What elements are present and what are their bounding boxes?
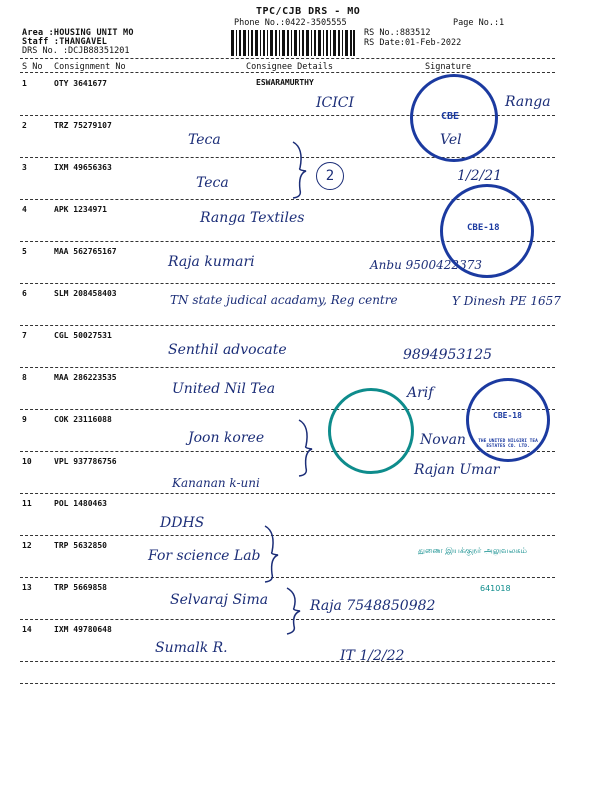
bracket-mark-2-3	[290, 140, 310, 200]
signature-1: Ranga	[505, 94, 551, 110]
row-divider	[20, 325, 555, 326]
row-sno: 12	[22, 541, 32, 550]
row-divider	[20, 283, 555, 284]
handwriting-13: Selvaraj Sima	[170, 592, 269, 608]
col-sno: S No	[22, 62, 43, 72]
row-consignment: IXM 49656363	[54, 163, 112, 172]
handwriting-3: Teca	[196, 175, 229, 191]
phone-number: Phone No.:0422-3505555	[234, 18, 347, 28]
page-number: Page No.:1	[453, 18, 505, 28]
row-sno: 4	[22, 205, 27, 214]
signature-5: Anbu 9500422373	[370, 258, 482, 272]
circled-2-mark: 2	[316, 162, 344, 190]
textile-stamp	[440, 184, 534, 278]
tea-estates-stamp-label: CBE-18	[493, 411, 522, 420]
row-divider	[20, 535, 555, 536]
textile-stamp-label: CBE-18	[467, 223, 500, 233]
rs-date: RS Date:01-Feb-2022	[364, 38, 462, 48]
row-consignment: POL 1480463	[54, 499, 107, 508]
signature-3: 1/2/21	[457, 168, 503, 184]
row-sno: 3	[22, 163, 27, 172]
handwriting-7: Senthil advocate	[168, 342, 287, 358]
row-sno: 1	[22, 79, 27, 88]
row-consignment: TRZ 75279107	[54, 121, 112, 130]
handwriting-2: Teca	[188, 132, 221, 148]
row-sno: 6	[22, 289, 27, 298]
row-divider	[20, 493, 555, 494]
signature-6: Y Dinesh PE 1657	[452, 294, 561, 308]
col-consignment: Consignment No	[54, 62, 126, 72]
row-sno: 2	[22, 121, 27, 130]
row-sno: 11	[22, 499, 32, 508]
office-stamp-line1: துணை இயக்குநர் அலுவலகம்	[418, 546, 527, 555]
row-sno: 9	[22, 415, 27, 424]
signature-10: Rajan Umar	[414, 462, 500, 478]
bank-stamp	[410, 74, 498, 162]
row-consignment: APK 1234971	[54, 205, 107, 214]
handwriting-9: Joon koree	[188, 430, 265, 446]
handwriting-8: United Nil Tea	[172, 381, 276, 397]
row-consignment: OTY 3641677	[54, 79, 107, 88]
handwriting-1: ICICI	[316, 95, 355, 111]
row-sno: 8	[22, 373, 27, 382]
handwriting-5: Raja kumari	[168, 254, 255, 270]
bracket-mark-11-12	[262, 524, 282, 584]
row-consignment: TRP 5669858	[54, 583, 107, 592]
tea-estates-stamp	[466, 378, 550, 462]
signature-13: Raja 7548850982	[310, 598, 436, 614]
document-title: TPC/CJB DRS - MO	[256, 6, 361, 17]
bracket-mark-9-10	[296, 418, 316, 478]
rs-number: RS No.:883512	[364, 28, 431, 38]
handwriting-10: Kananan k-uni	[172, 476, 260, 490]
header-divider-bottom	[20, 72, 555, 73]
col-signature: Signature	[425, 62, 472, 72]
row-sno: 5	[22, 247, 27, 256]
bank-stamp-label: CBE	[441, 111, 460, 122]
barcode	[231, 30, 355, 56]
signature-2: Vel	[440, 132, 462, 148]
row-divider	[20, 661, 555, 662]
row-divider	[20, 367, 555, 368]
handwriting-11: DDHS	[160, 515, 205, 531]
tea-estates-ring-text: THE UNITED NILGIRI TEA ESTATES CO. LTD.	[478, 439, 538, 449]
staff-label: Staff :THANGAVEL	[22, 37, 108, 47]
handwriting-4: Ranga Textiles	[200, 210, 305, 226]
barcode-graphic	[231, 30, 355, 56]
drs-number: DRS No. :DCJB88351201	[22, 46, 130, 56]
signature-14: IT 1/2/22	[340, 648, 405, 664]
row-sno: 14	[22, 625, 32, 634]
row-consignment: MAA 286223535	[54, 373, 117, 382]
row-consignment: VPL 937786756	[54, 457, 117, 466]
row-consignment: MAA 562765167	[54, 247, 117, 256]
bracket-mark-13	[284, 586, 304, 636]
office-stamp-line2: 641018	[480, 584, 511, 593]
row-divider	[20, 451, 555, 452]
signature-7: 9894953125	[403, 347, 493, 363]
footer-divider	[20, 683, 555, 684]
handwriting-14: Sumalk R.	[155, 640, 228, 656]
handwriting-12: For science Lab	[148, 548, 261, 564]
header-divider-top	[20, 58, 555, 59]
area-label: Area :HOUSING UNIT MO	[22, 28, 134, 38]
row-sno: 13	[22, 583, 32, 592]
teal-round-stamp	[328, 388, 414, 474]
row-sno: 7	[22, 331, 27, 340]
row-consignment: SLM 208458403	[54, 289, 117, 298]
handwriting-6: TN state judical acadamy, Reg centre	[170, 293, 398, 307]
row-consignment: TRP 5632850	[54, 541, 107, 550]
row-consignment: IXM 49780648	[54, 625, 112, 634]
row-divider	[20, 577, 555, 578]
row-sno: 10	[22, 457, 32, 466]
col-consignee: Consignee Details	[246, 62, 333, 72]
consignee-print-1: ESWARAMURTHY	[256, 78, 314, 87]
row-consignment: CGL 50027531	[54, 331, 112, 340]
signature-9: Novan	[420, 432, 466, 448]
row-consignment: COK 23116088	[54, 415, 112, 424]
signature-8: Arif	[407, 385, 434, 401]
row-divider	[20, 157, 555, 158]
